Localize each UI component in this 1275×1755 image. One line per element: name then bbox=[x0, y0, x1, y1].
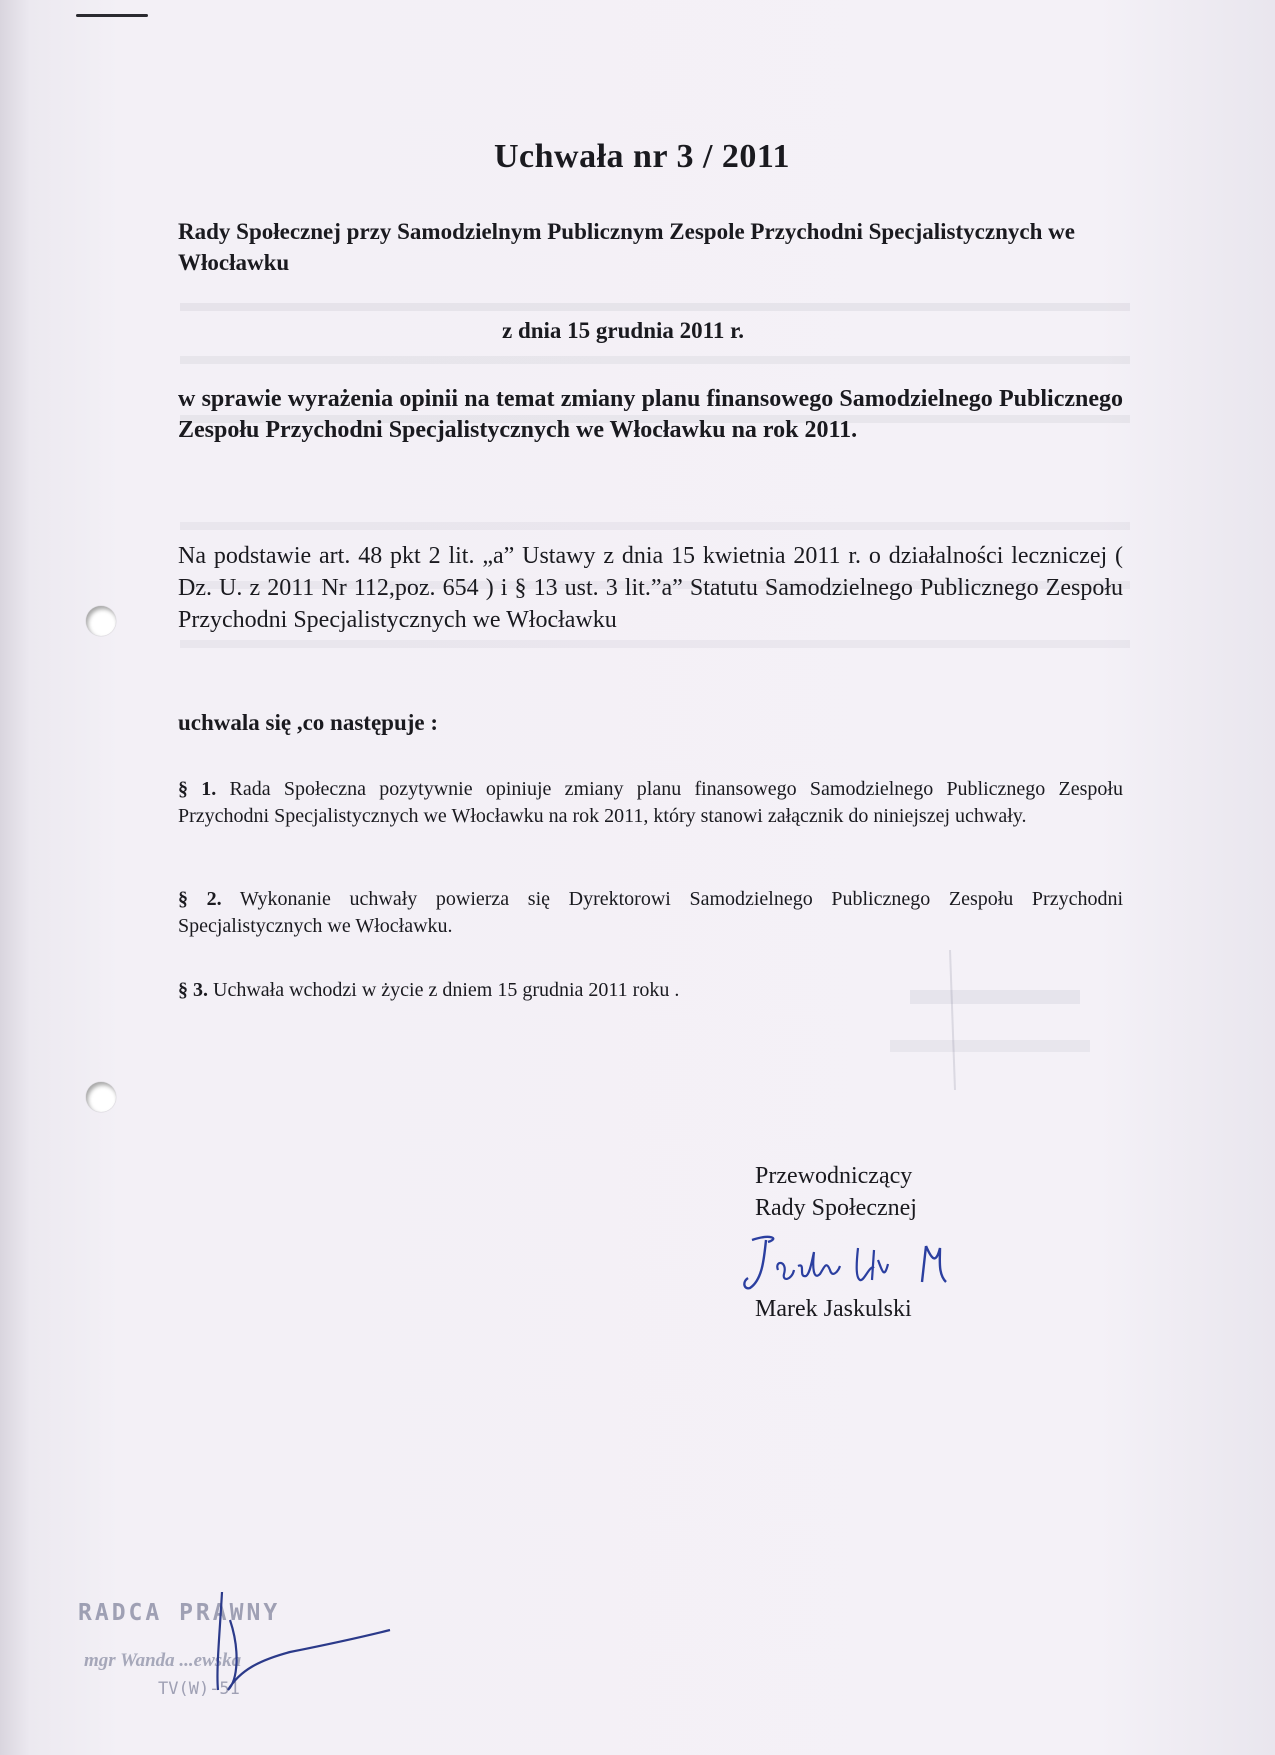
council-name: Rady Społecznej przy Samodzielnym Publicznym Zespole Przychodni Specjalistycznych we Włocławku bbox=[178, 219, 1075, 275]
paragraph-number: § 3. bbox=[178, 979, 208, 1001]
punch-hole-top bbox=[86, 606, 116, 636]
legal-counsel-stamp-title: RADCA PRAWNY bbox=[78, 1600, 281, 1626]
signatory-role-line1: Przewodniczący bbox=[755, 1163, 913, 1189]
handwritten-signature bbox=[740, 1230, 980, 1300]
paragraph-3 bbox=[178, 977, 1123, 1004]
paragraph-text: Rada Społeczna pozytywnie opiniuje zmiany planu finansowego Samodzielnego Publicznego Zespołu Przychodni Specjalistycznych we Włocławku na rok 2011, który stanowi załącznik do niniejszej uchwały. bbox=[178, 778, 1123, 827]
scan-edge-mark bbox=[76, 14, 148, 17]
resolution-subject: w sprawie wyrażenia opinii na temat zmiany planu finansowego Samodzielnego Publicznego Zespołu Przychodni Specjalistycznych we Włocławku na rok 2011. bbox=[178, 386, 1123, 443]
resolves-heading: uchwala się ,co następuje : bbox=[178, 710, 439, 735]
legal-counsel-stamp-code: TV(W)-51 bbox=[158, 1679, 240, 1699]
paragraph-2 bbox=[178, 886, 1123, 940]
legal-basis: Na podstawie art. 48 pkt 2 lit. „a” Ustawy z dnia 15 kwietnia 2011 r. o działalności leczniczej ( Dz. U. z 2011 Nr 112,poz. 654 ) i § 13 ust. 3 lit.”a” Statutu Samodzielnego Publicznego Zespołu Przychodni Specjalistycznych we Włocławku bbox=[178, 543, 1123, 633]
resolution-date: z dnia 15 grudnia 2011 r. bbox=[502, 318, 744, 343]
paragraph-text: Wykonanie uchwały powierza się Dyrektorowi Samodzielnego Publicznego Zespołu Przychodni Specjalistycznych we Włocławku. bbox=[178, 888, 1124, 937]
paragraph-number: § 1. bbox=[178, 778, 217, 800]
paragraph-number: § 2. bbox=[178, 888, 222, 910]
paragraph-text: Uchwała wchodzi w życie z dniem 15 grudnia 2011 roku . bbox=[208, 979, 680, 1001]
paragraph-1 bbox=[178, 776, 1123, 830]
punch-hole-bottom bbox=[86, 1082, 116, 1112]
signatory-role-line2: Rady Społecznej bbox=[755, 1195, 917, 1221]
signatory-name: Marek Jaskulski bbox=[755, 1296, 912, 1322]
legal-counsel-stamp-name: mgr Wanda ...ewska bbox=[84, 1650, 242, 1671]
faint-director-stamp bbox=[870, 950, 1110, 1090]
resolution-title: Uchwała nr 3 / 2011 bbox=[494, 138, 791, 175]
legal-counsel-signature bbox=[200, 1590, 400, 1700]
signatory-role bbox=[755, 1160, 917, 1224]
